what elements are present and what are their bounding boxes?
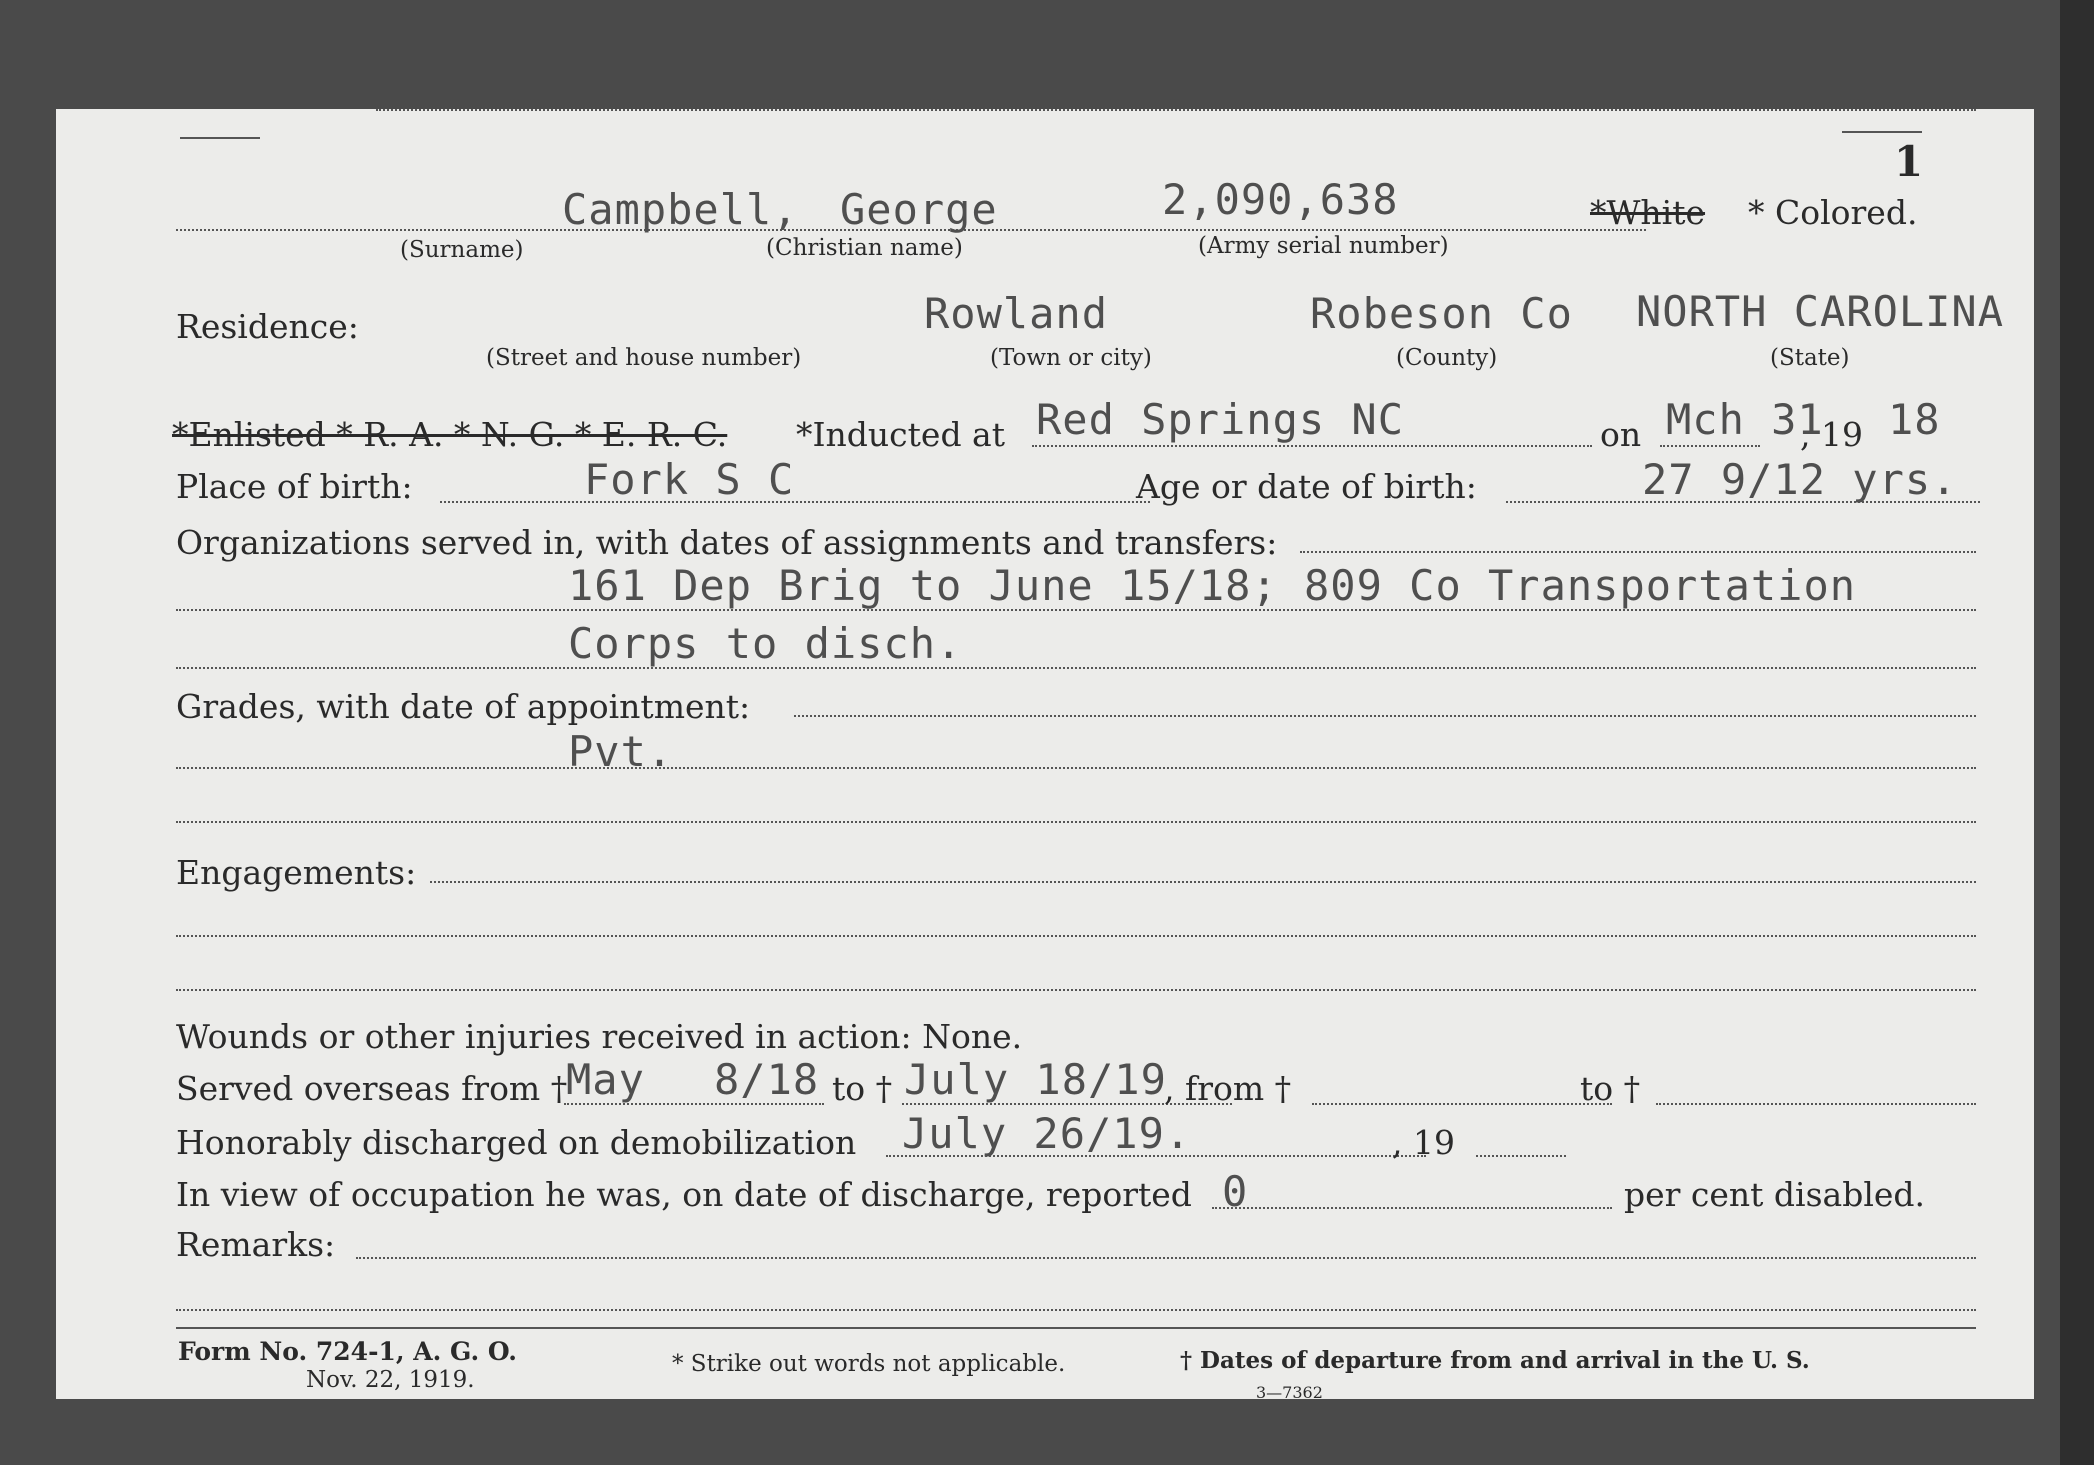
state-value: NORTH CAROLINA xyxy=(1636,287,2005,336)
engagements-line xyxy=(430,881,1976,883)
engagements-line-3 xyxy=(176,989,1976,991)
induction-date-line xyxy=(1660,445,1760,447)
in-view-label: In view of occupation he was, on date of discharge, reported xyxy=(176,1175,1192,1214)
town-value: Rowland xyxy=(924,289,1109,338)
organizations-line-2 xyxy=(176,609,1976,611)
from-label: , from † xyxy=(1164,1069,1292,1108)
disabled-percent-value: 0 xyxy=(1222,1167,1249,1216)
overseas-from-month-value: May xyxy=(566,1055,645,1104)
organizations-label: Organizations served in, with dates of assignments and transfers: xyxy=(176,523,1278,562)
age-label: Age or date of birth: xyxy=(1136,467,1477,506)
nineteen-line xyxy=(1476,1155,1566,1157)
inducted-at-value: Red Springs NC xyxy=(1036,395,1405,444)
form-date: Nov. 22, 1919. xyxy=(306,1367,475,1393)
colored-label: * Colored. xyxy=(1748,193,1918,232)
top-right-rule xyxy=(1842,131,1922,133)
disabled-line xyxy=(1212,1207,1612,1209)
overseas-from-date-value: 8/18 xyxy=(714,1055,820,1104)
serial-caption: (Army serial number) xyxy=(1198,233,1449,259)
state-caption: (State) xyxy=(1770,345,1850,371)
place-of-birth-label: Place of birth: xyxy=(176,467,413,506)
dates-note: † Dates of departure from and arrival in the U. S. xyxy=(1180,1347,1810,1374)
form-number: Form No. 724-1, A. G. O. xyxy=(178,1337,517,1366)
nineteen-label: , 19 xyxy=(1392,1123,1455,1162)
grades-label: Grades, with date of appointment: xyxy=(176,687,751,726)
town-caption: (Town or city) xyxy=(990,345,1152,371)
grades-line-3 xyxy=(176,821,1976,823)
organizations-line-3 xyxy=(176,667,1976,669)
birth-line xyxy=(440,501,1150,503)
surname-caption: (Surname) xyxy=(400,237,524,263)
christian-name-value: George xyxy=(840,185,998,234)
year-prefix-label: , 19 xyxy=(1800,415,1863,454)
grade-value: Pvt. xyxy=(568,727,674,776)
remarks-line xyxy=(356,1257,1976,1259)
on-label: on xyxy=(1600,415,1642,454)
white-struck: *White xyxy=(1590,193,1706,232)
christian-name-caption: (Christian name) xyxy=(766,235,963,261)
county-caption: (County) xyxy=(1396,345,1498,371)
grades-line-2 xyxy=(176,767,1976,769)
street-caption: (Street and house number) xyxy=(486,345,802,371)
to-label-1: to † xyxy=(832,1069,893,1108)
enlisted-struck: *Enlisted * R. A. * N. G. * E. R. C. xyxy=(172,415,728,454)
to-label-2: to † xyxy=(1580,1069,1641,1108)
induction-year-value: 18 xyxy=(1888,395,1941,444)
print-code: 3—7362 xyxy=(1256,1383,1323,1402)
overseas-to-value: July 18/19 xyxy=(904,1055,1167,1104)
age-value: 27 9/12 yrs. xyxy=(1642,455,1958,504)
engagements-line-2 xyxy=(176,935,1976,937)
served-overseas-label: Served overseas from † xyxy=(176,1069,568,1108)
county-value: Robeson Co xyxy=(1310,289,1573,338)
surname-value: Campbell, xyxy=(562,185,799,234)
induction-date-value: Mch 31 xyxy=(1666,395,1824,444)
remarks-label: Remarks: xyxy=(176,1225,336,1264)
engagements-label: Engagements: xyxy=(176,853,417,892)
place-of-birth-value: Fork S C xyxy=(584,455,795,504)
scanner-edge xyxy=(2060,0,2094,1465)
page-number: 1 xyxy=(1894,137,1924,186)
residence-line xyxy=(376,109,1976,111)
inducted-line xyxy=(1032,445,1592,447)
organizations-line xyxy=(1300,551,1976,553)
from-line xyxy=(1312,1103,1612,1105)
organizations-line1-value: 161 Dep Brig to June 15/18; 809 Co Transportation xyxy=(568,561,1857,610)
organizations-line2-value: Corps to disch. xyxy=(568,619,963,668)
footer-rule xyxy=(176,1327,1976,1329)
record-card xyxy=(56,109,2034,1402)
top-left-rule xyxy=(180,137,260,139)
discharge-date-value: July 26/19. xyxy=(902,1109,1192,1158)
to-line xyxy=(1656,1103,1976,1105)
remarks-line-2 xyxy=(176,1309,1976,1311)
grades-line xyxy=(794,715,1976,717)
inducted-at-label: *Inducted at xyxy=(796,415,1005,454)
residence-label: Residence: xyxy=(176,307,359,346)
honorably-label: Honorably discharged on demobilization xyxy=(176,1123,857,1162)
strike-note: * Strike out words not applicable. xyxy=(672,1351,1066,1377)
serial-value: 2,090,638 xyxy=(1162,175,1399,224)
wounds-label: Wounds or other injuries received in action: None. xyxy=(176,1017,1023,1056)
per-cent-label: per cent disabled. xyxy=(1624,1175,1926,1214)
